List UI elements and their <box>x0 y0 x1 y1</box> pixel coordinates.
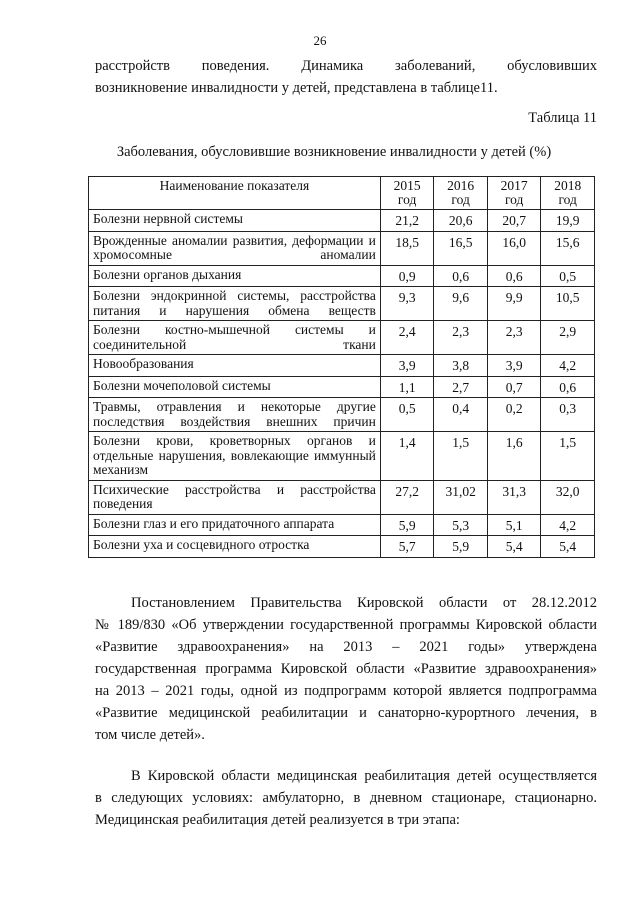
row-name-cell: Болезни эндокринной системы, расстройства питания и нарушения обмена веществ <box>89 287 381 321</box>
value-cell: 5,4 <box>541 536 595 558</box>
value-cell: 0,5 <box>541 265 595 287</box>
value-cell: 3,8 <box>434 355 488 377</box>
row-name-cell: Болезни крови, кроветворных органов и отдельные нарушения, вовлекающие иммунный механизм <box>89 432 381 481</box>
table-row <box>89 536 595 558</box>
table-caption: Заболевания, обусловившие возникновение инвалидности у детей (%) <box>116 144 552 160</box>
value-cell: 16,0 <box>487 231 541 265</box>
value-cell: 0,6 <box>541 376 595 398</box>
paragraph-line: государственная программа Кировской области «Развитие здравоохранения» <box>95 661 597 677</box>
paragraph-line: том числе детей». <box>95 727 205 743</box>
intro-line: возникновение инвалидности у детей, представлена в таблице11. <box>95 80 498 96</box>
paragraph-line: В Кировской области медицинская реабилитация детей осуществляется <box>131 768 597 784</box>
value-cell: 32,0 <box>541 480 595 514</box>
paragraph-line: Медицинская реабилитация детей реализуется в три этапа: <box>95 812 460 828</box>
value-cell: 1,1 <box>380 376 434 398</box>
value-cell: 4,2 <box>541 355 595 377</box>
value-cell: 5,4 <box>487 536 541 558</box>
year-label: 2018 <box>554 178 582 193</box>
paragraph-1 <box>95 592 597 746</box>
value-cell: 0,6 <box>487 265 541 287</box>
page-number: 26 <box>313 33 327 48</box>
year-unit: год <box>451 192 470 207</box>
value-cell: 1,6 <box>487 432 541 481</box>
value-cell: 5,9 <box>380 514 434 536</box>
year-label: 2017 <box>500 178 528 193</box>
header-year-cell <box>541 177 595 210</box>
value-cell: 1,5 <box>434 432 488 481</box>
intro-line: расстройств поведения. Динамика заболеваний, обусловивших <box>95 58 597 74</box>
paragraph-line: № 189/830 «Об утверждении государственной программы Кировской области <box>95 617 597 633</box>
year-unit: год <box>397 192 417 207</box>
row-name-cell: Болезни нервной системы <box>89 210 381 232</box>
value-cell: 20,6 <box>434 210 488 232</box>
value-cell: 21,2 <box>380 210 434 232</box>
intro-paragraph <box>95 55 597 99</box>
table-row <box>89 432 595 481</box>
header-year-cell <box>434 177 488 210</box>
year-label: 2016 <box>447 178 475 193</box>
table-header-row <box>89 177 595 210</box>
value-cell: 9,3 <box>380 287 434 321</box>
year-unit: год <box>504 192 524 207</box>
row-name-cell: Психические расстройства и расстройства поведения <box>89 480 381 514</box>
table-row <box>89 480 595 514</box>
value-cell: 5,3 <box>434 514 488 536</box>
value-cell: 0,9 <box>380 265 434 287</box>
value-cell: 9,6 <box>434 287 488 321</box>
value-cell: 0,3 <box>541 398 595 432</box>
value-cell: 1,5 <box>541 432 595 481</box>
value-cell: 19,9 <box>541 210 595 232</box>
value-cell: 3,9 <box>380 355 434 377</box>
value-cell: 31,02 <box>434 480 488 514</box>
value-cell: 2,4 <box>380 321 434 355</box>
table-row <box>89 287 595 321</box>
table-row <box>89 398 595 432</box>
table-row <box>89 355 595 377</box>
value-cell: 3,9 <box>487 355 541 377</box>
value-cell: 0,7 <box>487 376 541 398</box>
table-row <box>89 231 595 265</box>
paragraph-line: Постановлением Правительства Кировской области от 28.12.2012 <box>131 595 597 611</box>
row-name-cell: Новообразования <box>89 355 381 377</box>
value-cell: 0,4 <box>434 398 488 432</box>
disease-table <box>88 176 595 558</box>
table-row <box>89 265 595 287</box>
row-name-cell: Болезни органов дыхания <box>89 265 381 287</box>
value-cell: 0,2 <box>487 398 541 432</box>
table-row <box>89 321 595 355</box>
value-cell: 2,9 <box>541 321 595 355</box>
value-cell: 2,7 <box>434 376 488 398</box>
value-cell: 15,6 <box>541 231 595 265</box>
header-year-cell <box>487 177 541 210</box>
table-label: Таблица 11 <box>528 110 597 126</box>
table-row <box>89 210 595 232</box>
year-label: 2015 <box>393 178 421 193</box>
row-name-cell: Травмы, отравления и некоторые другие последствия воздействия внешних причин <box>89 398 381 432</box>
row-name-cell: Болезни глаз и его придаточного аппарата <box>89 514 381 536</box>
paragraph-line: на 2013 – 2021 годы, одной из подпрограмм которой является подпрограмма <box>95 683 597 699</box>
value-cell: 9,9 <box>487 287 541 321</box>
header-name-cell: Наименование показателя <box>89 177 381 210</box>
value-cell: 1,4 <box>380 432 434 481</box>
year-unit: год <box>558 192 577 207</box>
value-cell: 16,5 <box>434 231 488 265</box>
value-cell: 20,7 <box>487 210 541 232</box>
value-cell: 0,5 <box>380 398 434 432</box>
value-cell: 2,3 <box>434 321 488 355</box>
value-cell: 4,2 <box>541 514 595 536</box>
table-row <box>89 376 595 398</box>
header-year-cell <box>380 177 434 210</box>
row-name-cell: Болезни костно-мышечной системы и соединительной ткани <box>89 321 381 355</box>
paragraph-line: «Развитие медицинской реабилитации и санаторно-курортного лечения, в <box>95 705 597 721</box>
row-name-cell: Врожденные аномалии развития, деформации и хромосомные аномалии <box>89 231 381 265</box>
paragraph-line: в следующих условиях: амбулаторно, в дневном стационаре, стационарно. <box>95 790 597 806</box>
table-row <box>89 514 595 536</box>
value-cell: 2,3 <box>487 321 541 355</box>
paragraph-2 <box>95 765 597 831</box>
value-cell: 27,2 <box>380 480 434 514</box>
value-cell: 5,7 <box>380 536 434 558</box>
value-cell: 31,3 <box>487 480 541 514</box>
row-name-cell: Болезни мочеполовой системы <box>89 376 381 398</box>
value-cell: 0,6 <box>434 265 488 287</box>
paragraph-line: «Развитие здравоохранения» на 2013 – 2021 годы» утверждена <box>95 639 597 655</box>
row-name-cell: Болезни уха и сосцевидного отростка <box>89 536 381 558</box>
value-cell: 5,1 <box>487 514 541 536</box>
value-cell: 5,9 <box>434 536 488 558</box>
value-cell: 10,5 <box>541 287 595 321</box>
value-cell: 18,5 <box>380 231 434 265</box>
